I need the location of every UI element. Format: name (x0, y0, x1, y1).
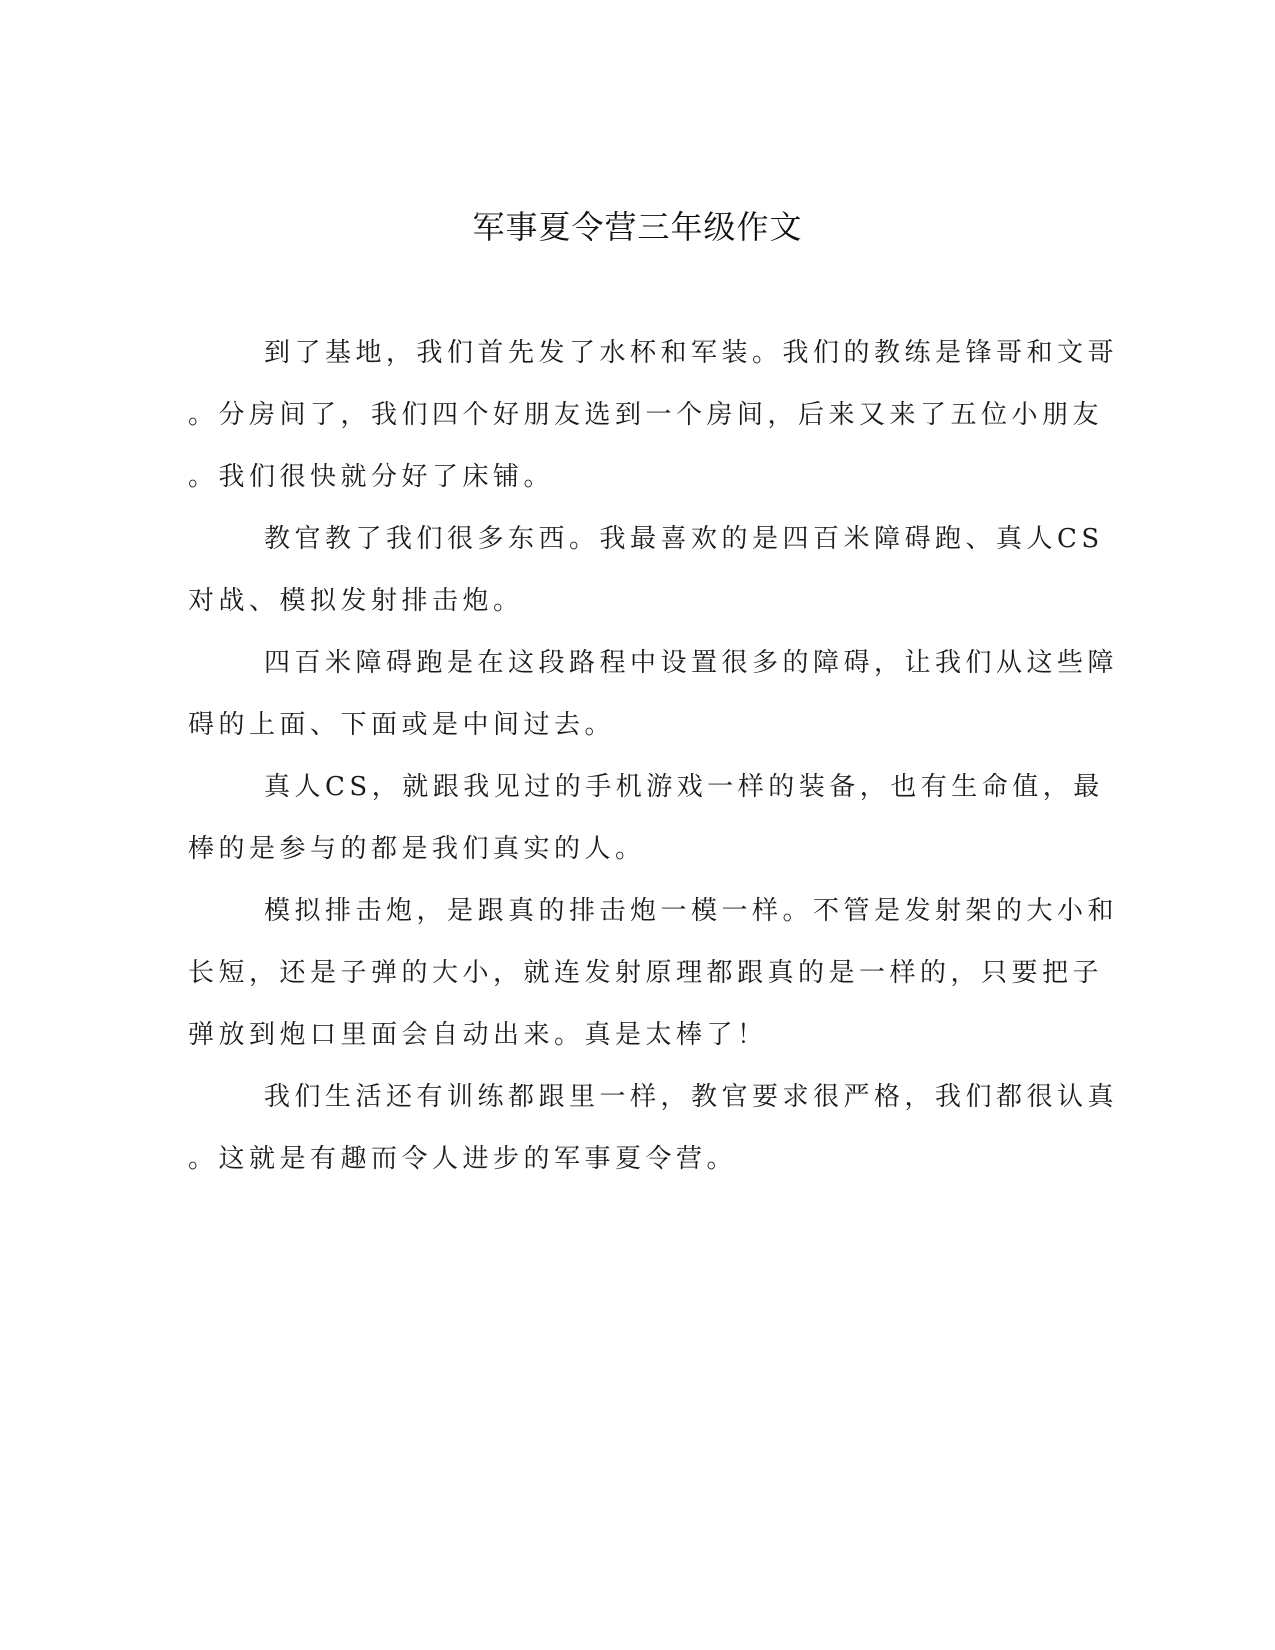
paragraph-line: 。我们很快就分好了床铺。 (188, 462, 555, 492)
paragraph-line: 到了基地，我们首先发了水杯和军装。我们的教练是锋哥和文哥 (264, 338, 1119, 368)
paragraph-line: 我们生活还有训练都跟里一样，教官要求很严格，我们都很认真 (264, 1082, 1119, 1112)
document-title: 军事夏令营三年级作文 (472, 208, 803, 246)
paragraph-line: 棒的是参与的都是我们真实的人。 (188, 834, 646, 864)
paragraph-line: 真人CS，就跟我见过的手机游戏一样的装备，也有生命值，最 (264, 772, 1104, 802)
paragraph-1 (188, 322, 1119, 508)
paragraph-line: 。这就是有趣而令人进步的军事夏令营。 (188, 1144, 738, 1174)
paragraph-line: 碍的上面、下面或是中间过去。 (188, 710, 616, 740)
paragraph-5 (188, 880, 1119, 1066)
paragraph-line: 对战、模拟发射排击炮。 (188, 586, 524, 616)
paragraph-line: 。分房间了，我们四个好朋友选到一个房间，后来又来了五位小朋友 (188, 400, 1104, 430)
paragraph-3 (188, 632, 1119, 756)
paragraph-line: 模拟排击炮，是跟真的排击炮一模一样。不管是发射架的大小和 (264, 896, 1119, 926)
paragraph-line: 长短，还是子弹的大小，就连发射原理都跟真的是一样的，只要把子 (188, 958, 1104, 988)
paragraph-line: 四百米障碍跑是在这段路程中设置很多的障碍，让我们从这些障 (264, 648, 1119, 678)
paragraph-line: 教官教了我们很多东西。我最喜欢的是四百米障碍跑、真人CS (264, 524, 1104, 554)
document-body (188, 322, 1119, 1190)
paragraph-line: 弹放到炮口里面会自动出来。真是太棒了！ (188, 1020, 768, 1050)
paragraph-6 (188, 1066, 1119, 1190)
paragraph-2 (188, 508, 1104, 632)
paragraph-4 (188, 756, 1104, 880)
